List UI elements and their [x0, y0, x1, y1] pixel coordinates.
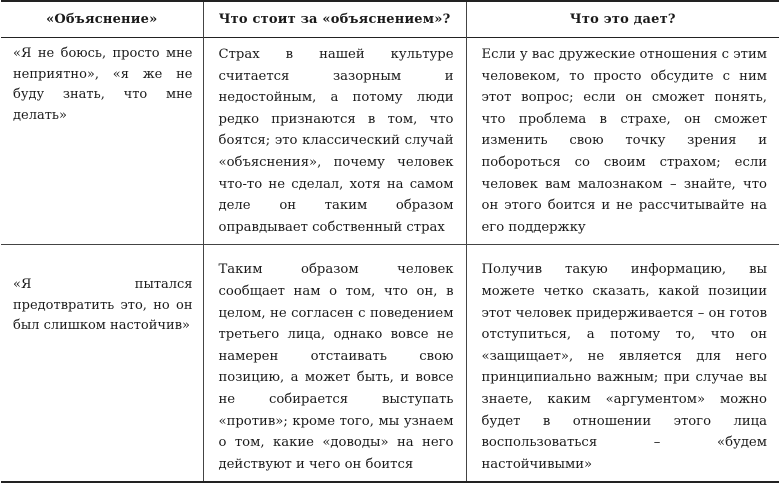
- cell-meaning: Таким образом человек сообщает нам о том, что он, в целом, не согласен с поведением третьего лица, однако вовсе не намерен отстаивать свою позицию, а может быть, и вовсе не собирается выступать «против»; кроме того, мы узнаем о том, какие «доводы» на него действуют и чего он боится: [203, 245, 466, 482]
- cell-meaning: Страх в нашей культуре считается зазорным и недостойным, а потому люди редко признаются в том, что боятся; это классический случай «объяснения», почему человек что-то не сделал, хотя на самом деле он таким образом оправдывает собственный страх: [203, 38, 466, 245]
- table-row: [1, 245, 779, 482]
- header-meaning: Что стоит за «объяснением»?: [203, 1, 466, 38]
- table-row: [1, 38, 779, 245]
- cell-benefit: Получив такую информацию, вы можете четко сказать, какой позиции этот человек придерживается – он готов отступиться, а потому то, что он «защищает», не является для него принципиально важным; при случае вы знаете, каким «аргументом» можно будет в отношении этого лица воспользоваться – «будем настойчивыми»: [466, 245, 779, 482]
- cell-benefit: Если у вас дружеские отношения с этим человеком, то просто обсудите с ним этот вопрос; если он сможет понять, что проблема в страхе, он сможет изменить свою точку зрения и побороться со своим страхом; если человек вам малознаком – знайте, что он этого боится и не рассчитывайте на его поддержку: [466, 38, 779, 245]
- table-header-row: [1, 1, 779, 38]
- header-benefit: Что это дает?: [466, 1, 779, 38]
- cell-explanation: «Я пытался предотвратить это, но он был слишком настойчив»: [1, 245, 203, 482]
- cell-explanation: «Я не боюсь, просто мне неприятно», «я же не буду знать, что мне делать»: [1, 38, 203, 245]
- explanation-table: [1, 0, 779, 483]
- header-explanation: «Объяснение»: [1, 1, 203, 38]
